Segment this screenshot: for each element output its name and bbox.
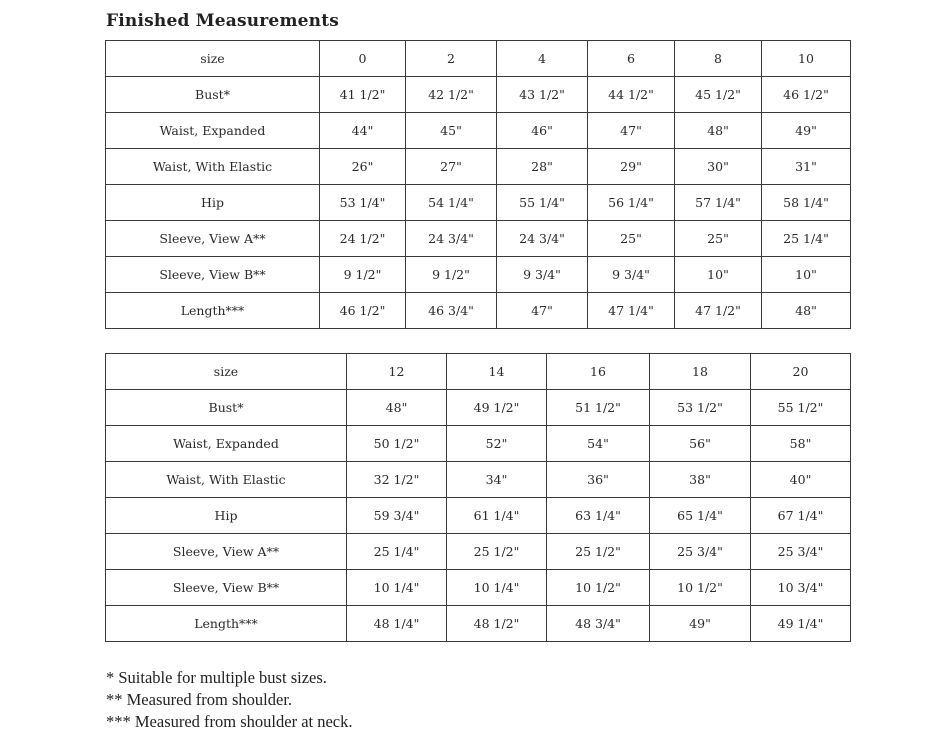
- size-header-cell: 18: [650, 354, 751, 390]
- measurement-value-cell: 48 1/2": [447, 606, 547, 642]
- footnote-bust: * Suitable for multiple bust sizes.: [106, 668, 327, 687]
- footnotes: [106, 667, 353, 733]
- measurements-table-large-sizes: [105, 353, 851, 642]
- measurement-value-cell: 45": [406, 113, 497, 149]
- measurement-value-cell: 9 3/4": [497, 257, 588, 293]
- measurement-value-cell: 25": [588, 221, 675, 257]
- measurement-value-cell: 49 1/4": [751, 606, 851, 642]
- table-row: [106, 570, 851, 606]
- measurement-value-cell: 58": [751, 426, 851, 462]
- measurement-label-cell: Waist, Expanded: [106, 426, 347, 462]
- measurement-value-cell: 10 1/2": [547, 570, 650, 606]
- measurement-value-cell: 30": [675, 149, 762, 185]
- measurement-value-cell: 47": [588, 113, 675, 149]
- measurement-value-cell: 27": [406, 149, 497, 185]
- measurement-value-cell: 44": [320, 113, 406, 149]
- measurement-value-cell: 57 1/4": [675, 185, 762, 221]
- measurement-value-cell: 10 1/2": [650, 570, 751, 606]
- measurement-value-cell: 63 1/4": [547, 498, 650, 534]
- measurement-value-cell: 40": [751, 462, 851, 498]
- measurement-value-cell: 47 1/2": [675, 293, 762, 329]
- measurement-label-cell: Sleeve, View A**: [106, 534, 347, 570]
- measurement-value-cell: 48 1/4": [347, 606, 447, 642]
- table-row: [106, 462, 851, 498]
- table-row: [106, 77, 851, 113]
- measurement-value-cell: 10": [762, 257, 851, 293]
- measurement-value-cell: 47": [497, 293, 588, 329]
- measurement-value-cell: 51 1/2": [547, 390, 650, 426]
- size-header-cell: 12: [347, 354, 447, 390]
- measurement-value-cell: 36": [547, 462, 650, 498]
- size-label-cell: size: [106, 354, 347, 390]
- measurement-value-cell: 43 1/2": [497, 77, 588, 113]
- measurement-value-cell: 49": [762, 113, 851, 149]
- measurement-value-cell: 38": [650, 462, 751, 498]
- measurement-value-cell: 47 1/4": [588, 293, 675, 329]
- measurement-label-cell: Bust*: [106, 77, 320, 113]
- measurement-label-cell: Sleeve, View A**: [106, 221, 320, 257]
- measurement-value-cell: 10": [675, 257, 762, 293]
- size-label-cell: size: [106, 41, 320, 77]
- footnote-length: *** Measured from shoulder at neck.: [106, 712, 353, 731]
- table-row: [106, 426, 851, 462]
- measurements-table-small-sizes: [105, 40, 851, 329]
- table-row: [106, 149, 851, 185]
- measurement-value-cell: 46": [497, 113, 588, 149]
- measurement-value-cell: 61 1/4": [447, 498, 547, 534]
- size-header-cell: 6: [588, 41, 675, 77]
- measurement-value-cell: 58 1/4": [762, 185, 851, 221]
- size-header-cell: 2: [406, 41, 497, 77]
- size-header-cell: 4: [497, 41, 588, 77]
- measurement-value-cell: 59 3/4": [347, 498, 447, 534]
- size-header-cell: 8: [675, 41, 762, 77]
- footnote-sleeve: ** Measured from shoulder.: [106, 690, 293, 709]
- measurement-value-cell: 55 1/4": [497, 185, 588, 221]
- measurement-label-cell: Waist, With Elastic: [106, 149, 320, 185]
- table-row: [106, 498, 851, 534]
- table-row: [106, 534, 851, 570]
- measurement-value-cell: 53 1/4": [320, 185, 406, 221]
- measurement-value-cell: 56 1/4": [588, 185, 675, 221]
- measurement-value-cell: 52": [447, 426, 547, 462]
- measurement-value-cell: 46 1/2": [762, 77, 851, 113]
- table-row: [106, 113, 851, 149]
- table-body: [106, 41, 851, 329]
- measurement-value-cell: 56": [650, 426, 751, 462]
- measurement-value-cell: 54": [547, 426, 650, 462]
- measurement-value-cell: 9 1/2": [320, 257, 406, 293]
- measurement-label-cell: Hip: [106, 185, 320, 221]
- size-header-cell: 10: [762, 41, 851, 77]
- measurement-label-cell: Bust*: [106, 390, 347, 426]
- measurement-label-cell: Length***: [106, 606, 347, 642]
- measurement-value-cell: 24 1/2": [320, 221, 406, 257]
- measurement-label-cell: Sleeve, View B**: [106, 570, 347, 606]
- table-row: [106, 293, 851, 329]
- measurement-label-cell: Length***: [106, 293, 320, 329]
- measurement-value-cell: 54 1/4": [406, 185, 497, 221]
- measurement-value-cell: 48": [675, 113, 762, 149]
- measurement-label-cell: Waist, Expanded: [106, 113, 320, 149]
- measurement-value-cell: 25 1/2": [447, 534, 547, 570]
- measurement-value-cell: 25": [675, 221, 762, 257]
- measurement-value-cell: 29": [588, 149, 675, 185]
- measurement-value-cell: 32 1/2": [347, 462, 447, 498]
- measurement-value-cell: 26": [320, 149, 406, 185]
- size-header-cell: 14: [447, 354, 547, 390]
- table-row: [106, 390, 851, 426]
- table-body: [106, 354, 851, 642]
- table-row: [106, 221, 851, 257]
- header-row: [106, 354, 851, 390]
- measurement-value-cell: 55 1/2": [751, 390, 851, 426]
- measurement-value-cell: 46 3/4": [406, 293, 497, 329]
- measurement-value-cell: 9 1/2": [406, 257, 497, 293]
- page-title: Finished Measurements: [106, 11, 340, 31]
- table-row: [106, 257, 851, 293]
- measurement-label-cell: Waist, With Elastic: [106, 462, 347, 498]
- measurement-value-cell: 41 1/2": [320, 77, 406, 113]
- measurement-value-cell: 25 3/4": [650, 534, 751, 570]
- measurement-value-cell: 48 3/4": [547, 606, 650, 642]
- measurement-value-cell: 65 1/4": [650, 498, 751, 534]
- measurement-value-cell: 67 1/4": [751, 498, 851, 534]
- measurement-value-cell: 34": [447, 462, 547, 498]
- measurement-value-cell: 25 1/2": [547, 534, 650, 570]
- measurement-value-cell: 25 1/4": [347, 534, 447, 570]
- size-header-cell: 0: [320, 41, 406, 77]
- measurement-value-cell: 10 1/4": [347, 570, 447, 606]
- header-row: [106, 41, 851, 77]
- measurement-value-cell: 49 1/2": [447, 390, 547, 426]
- measurement-value-cell: 42 1/2": [406, 77, 497, 113]
- measurement-value-cell: 25 1/4": [762, 221, 851, 257]
- measurement-value-cell: 48": [762, 293, 851, 329]
- measurement-value-cell: 25 3/4": [751, 534, 851, 570]
- measurement-value-cell: 10 3/4": [751, 570, 851, 606]
- measurement-value-cell: 45 1/2": [675, 77, 762, 113]
- measurement-value-cell: 10 1/4": [447, 570, 547, 606]
- size-header-cell: 20: [751, 354, 851, 390]
- measurement-value-cell: 46 1/2": [320, 293, 406, 329]
- measurement-value-cell: 24 3/4": [497, 221, 588, 257]
- measurement-value-cell: 44 1/2": [588, 77, 675, 113]
- table-row: [106, 606, 851, 642]
- measurement-value-cell: 31": [762, 149, 851, 185]
- measurement-value-cell: 50 1/2": [347, 426, 447, 462]
- measurement-label-cell: Sleeve, View B**: [106, 257, 320, 293]
- size-header-cell: 16: [547, 354, 650, 390]
- measurement-value-cell: 48": [347, 390, 447, 426]
- measurement-label-cell: Hip: [106, 498, 347, 534]
- measurement-value-cell: 9 3/4": [588, 257, 675, 293]
- measurement-value-cell: 49": [650, 606, 751, 642]
- measurement-value-cell: 24 3/4": [406, 221, 497, 257]
- measurement-value-cell: 28": [497, 149, 588, 185]
- measurement-value-cell: 53 1/2": [650, 390, 751, 426]
- table-row: [106, 185, 851, 221]
